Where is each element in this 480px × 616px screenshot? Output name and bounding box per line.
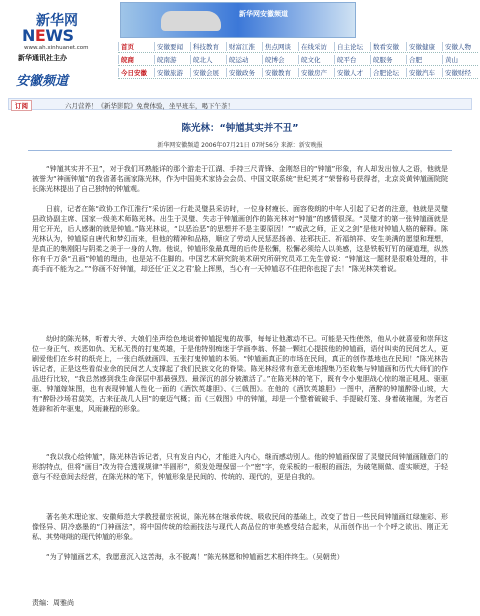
nav-row-1: [118, 40, 478, 53]
nav-item[interactable]: 皖平台: [334, 55, 370, 64]
logo-xin: 新华网: [36, 13, 78, 29]
nav-item[interactable]: 安徽汽车: [406, 68, 442, 77]
nav-item[interactable]: 焦点网谈: [262, 42, 298, 51]
subscribe-tag[interactable]: 订阅: [11, 100, 32, 111]
paragraph-3: 幼时的陈光林，听着大爷、大娘们坐声绘色地说着钟馗捉鬼的故事，每每让他激动不已。可能是天性使然，他从小就喜爱和崇拜这位一身正气、疾恶如仇、无私无畏的打鬼英雄，于是他特别痴迷于学画李翁、怀揣一颗红心提拔他的钟馗画，语付叫卖的民间艺人，更刷爱他们在乡村的纸壳上，一张白纸就画四、五张打鬼钟馗的本领。“钟馗画真正的市场在民间，真正的创作基地也在民间！”陈光林告诉记者，正是这些看似业余的民间艺人支撑起了我们民族文化的脊梁。陈光林经常有意无意地搜集乃至收集与钟馗画和历代大师们的作品进行比较，“我总然感到我生命深层中那最强烈、最深沉的部分被激活了。”在陈光林的笔下，既有令小鬼胆战心惊的端正吼吼、驱驱驱、钟馗嫁妹图，也有表现钟馗人性化一面的《酒饮英雄胆》、《三戟图》。在他的《酒饮英雄胆》一图中，酒醉的钟馗醉卧山坡，大有“醉卧沙场君莫笑，古来征战几人回”的豪迈气概；而《三戟图》中的钟馗，却是一个整着破破手、手提破灯笼、身着破袍履，为老百姓辟和祈年驱鬼，风雨兼程的形象。: [32, 335, 448, 413]
nav-item[interactable]: 合肥论坛: [370, 68, 406, 77]
nav-item[interactable]: 安徽房产: [298, 68, 334, 77]
nav-item[interactable]: 首页: [118, 42, 154, 51]
logo-url: www.ah.xinhuanet.com: [24, 45, 89, 51]
nav-item[interactable]: 黄山: [442, 55, 478, 64]
nav-item[interactable]: 安徽健康: [406, 42, 442, 51]
nav-item[interactable]: 在线采访: [298, 42, 334, 51]
site-header: [0, 0, 480, 96]
paragraph-2: 日前，记者在陈“政协工作江淮行”采访团一行赴灵璧县采访时，一位身材瘦长、面容俊朗的中年人引起了记者的注意，他就是灵璧县政协副主席、国家一级美术师陈光林。出生于灵璧、失志于钟馗画创作的陈光林对“钟馗”的感情很深。“灵璧才的第一张钟馗画就是用它开光，后人感谢的就是钟馗。”陈光林说，“以恶治恶”的思想并不是主要原因！”“威武之师，正义之剑”是他对钟馗人格的解释。陈光林认为，钟馗原自唐代和梦幻而来，但他的精神和品格，顺应了劳动人民惩恶扬善、祛邪扶正、祈福纳祥、安生美满的愿望和理想，是真正的集刚阳与阴柔之美于一身的人物。他说，钟馗形象最真理的后传是松懈，松懈必须给人以美感，这是铁板钉钉的硬道理，纵然你有千万条“丑画”钟馗的理由，也是站不住脚的。中国艺术研究院美术研究所研究员邓工先生曾说：“钟馗这一题材是很难处理的，非高手而不能为之。”“你画不好钟馗，却还任‘正义之君’脸上挥黑，当心有一天钟馗忍不住把你也捉了去！”陈光林笑着说。: [32, 205, 448, 273]
nav-item[interactable]: 皖南游: [154, 55, 190, 64]
nav-item[interactable]: 自主论坛: [334, 42, 370, 51]
ad-banner[interactable]: [120, 2, 356, 38]
article-title: 陈光林：“钟馗其实并不丑”: [181, 123, 299, 134]
paragraph-1: “钟馗其实并不丑”，对于我们耳熟能详的那个游走于江湖、手持三尺青锋、金刚怒目的“钟馗”形象，有人却发出惊人之语，他就是被誉为“神画钟馗”的我省著名画家陈光林，作为中国美术家协会会员、中国文联系统“世纪英才”荣誉称号获得者，北京炎黄钟馗画院院长陈光林提出了自己独特的钟馗观。: [32, 165, 448, 193]
nav-item[interactable]: 财富江淮: [226, 42, 262, 51]
nav-item[interactable]: 合肥: [406, 55, 442, 64]
logo-news: NEWS: [22, 26, 74, 45]
nav-item[interactable]: 安徽人物: [442, 42, 478, 51]
banner-line1: 新华网安徽频道: [239, 10, 288, 18]
notice-link[interactable]: 六月营养！《新华影院》免费体验，坐早班车，喝下午茶！: [65, 101, 234, 110]
nav-item[interactable]: 皖运动: [226, 55, 262, 64]
nav-row-3: [118, 66, 478, 79]
channel-title: 安徽频道: [16, 74, 69, 89]
nav-row-2: [118, 53, 478, 66]
nav-item[interactable]: 安徽会展: [190, 68, 226, 77]
nav-item[interactable]: 今日安徽: [118, 68, 154, 77]
editor-credit: 责编：周雅尚: [32, 599, 74, 607]
logo-cn: 新华通讯社主办: [18, 54, 67, 62]
car-image: [161, 11, 221, 31]
nav-item[interactable]: 皖博会: [262, 55, 298, 64]
nav-item[interactable]: 皖北人: [190, 55, 226, 64]
nav-item[interactable]: 安徽财经: [442, 68, 478, 77]
nav-item[interactable]: 皖服务: [370, 55, 406, 64]
nav-item[interactable]: 数看安徽: [370, 42, 406, 51]
xinhua-logo[interactable]: [14, 8, 110, 66]
nav-item[interactable]: 安徽人才: [334, 68, 370, 77]
nav-item[interactable]: 安徽教育: [262, 68, 298, 77]
nav-item[interactable]: 安徽政务: [226, 68, 262, 77]
paragraph-4: “我以我心绘钟馗”，陈光林告诉记者，只有发自内心，才能进入内心，继而感动别人。他的钟馗画保留了灵璧民间钟馗画随意门的形韵特点，但将“画目”改为符合透视规律“半圆形”，须发处理保留一个“密”字，竞采板的一根根的画法，为破笔厕做、虚实顺逆，于轻意与不经意间去经营，在陈光林的笔下，钟馗形象是民间的、传统的、现代的，更是自我的。: [32, 453, 448, 481]
nav-item[interactable]: 安徽要闻: [154, 42, 190, 51]
main-nav: [118, 40, 478, 79]
paragraph-5: 著名美术理论家、安徽师范大学教授翟宗祝说，陈光林在继承传统、吸收民间的基础上，改变了昔日一些民间钟馗画红绿施彩、形像怪异、阴冷惑墨的“门神画法”，将中国传统的绘画技法与现代人高品位的审美感受结合起来，从而创作出一个个呼之欲出、刚正无私、其势咄咄的现代钟馗的形象。: [32, 513, 448, 541]
nav-item[interactable]: 皖文化: [298, 55, 334, 64]
nav-item[interactable]: 皖商: [118, 55, 154, 64]
paragraph-6: “为了钟馗画艺术，我愿意沉入这苦海，永不脱离！”陈光林愿和钟馗画艺术相伴终生。（吴朝贵）: [46, 553, 344, 561]
nav-item[interactable]: 安徽旅游: [154, 68, 190, 77]
divider: [28, 150, 452, 151]
nav-item[interactable]: 科技教育: [190, 42, 226, 51]
article-meta: 新华网安徽频道 2006年07月21日 07时56分 来源：新安晚报: [157, 142, 323, 149]
notice-bar: [8, 98, 472, 110]
